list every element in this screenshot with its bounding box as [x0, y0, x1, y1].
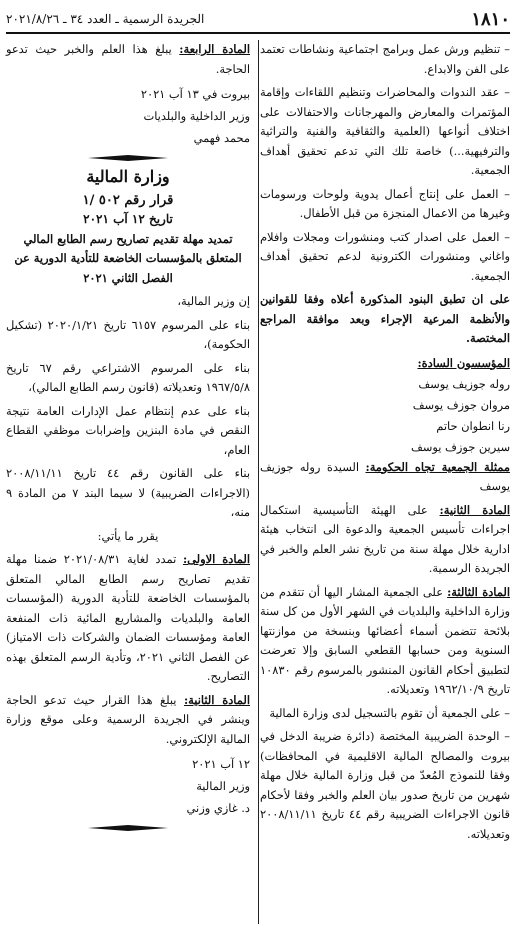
signature-title: وزير الداخلية والبلديات	[143, 109, 250, 123]
condition-text: على ان تطبق البنود المذكورة أعلاه وفقا للقوانين والأنظمة المرعية الإجراء وبعد موافقة المراجع المختصة.	[260, 292, 510, 345]
decision-article-2-label: المادة الثانية:	[183, 692, 250, 707]
decision-date: تاريخ ١٢ آب ٢٠٢١	[83, 212, 173, 226]
preamble-line: بناء على عدم إنتظام عمل الإدارات العامة نتيجة النقص في مادة البنزين وإضرابات موظفي القطاع العام،	[6, 403, 250, 457]
article-4-label: المادة الرابعة:	[179, 42, 250, 56]
signature-title: وزير المالية	[196, 779, 250, 793]
right-column	[260, 40, 510, 926]
article-4	[6, 40, 250, 79]
decision-number: قرار رقم ٥٠٢ /١	[82, 192, 174, 208]
decision-article-1-text: تمدد لغاية ٢٠٢١/٠٨/٣١ ضمنا مهلة تقديم تصاريح رسم الطابع المالي المتعلق بالمؤسسات الخاضعة للتأدية الدورية (المؤسسات العامة والبلديات والمشاريع المائية ذات المنفعة العامة ومؤسسات الضمان والشركات ذات الامتياز) عن الفصل الثاني ٢٠٢١، وتأدية الرسم المتعلق بهذه التصاريح.	[6, 552, 250, 683]
founder-name: روله جوزيف يوسف	[418, 376, 510, 391]
decides-heading: يقرر ما يأتي:	[97, 528, 159, 543]
preamble-line: بناء على المرسوم ٦١٥٧ تاريخ ٢٠٢٠/١/٢١ (تشكيل الحكومة)،	[6, 317, 250, 351]
column-divider	[258, 40, 259, 924]
article-3-label: المادة الثالثة:	[447, 584, 510, 599]
article-3	[260, 583, 510, 700]
signature-name: د. غازي وزني	[186, 801, 250, 815]
founder-name: مروان جوزف يوسف	[412, 397, 510, 412]
representative	[260, 458, 510, 497]
decision-article-2-text: يبلغ هذا القرار حيث تدعو الحاجة وينشر في الجريدة الرسمية وعلى موقع وزارة المالية الإلكتروني.	[6, 692, 250, 746]
signature-date: ١٢ آب ٢٠٢١	[192, 757, 250, 771]
representative-label: ممثلة الجمعية تجاه الحكومة:	[365, 459, 510, 474]
decision-article-2	[6, 691, 250, 750]
page-number: ١٨١٠	[471, 8, 510, 30]
signature-block-interior	[6, 83, 250, 149]
representative-name: السيدة روله جوزيف يوسف	[260, 459, 510, 493]
founders-label: المؤسسون السادة:	[417, 355, 510, 370]
signature-date: بيروت في ١٣ آب ٢٠٢١	[140, 87, 250, 101]
decision-article-1-label: المادة الاولى:	[182, 552, 251, 566]
founder-name: سيرين جوزف يوسف	[411, 439, 510, 454]
decision-title: تمديد مهلة تقديم تصاريح رسم الطابع المالي المتعلق بالمؤسسات الخاضعة للتأدية الدورية عن الفصل الثاني ٢٠٢١	[14, 231, 242, 285]
objective-item: – عقد الندوات والمحاضرات وتنظيم اللقاءات وإقامة المؤتمرات والمعارض والمهرجانات والاحتفالات على اختلاف أنواعها (العلمية والثقافية والفنية والتراثية والترفيهية...) خاصة تلك التي تدعم تحقيق أهداف الجمعية.	[260, 83, 510, 181]
journal-title: الجريدة الرسمية ـ العدد ٣٤ ـ ٢٠٢١/٨/٢٦	[6, 12, 205, 26]
article-4-text: يبلغ هذا العلم والخبر حيث تدعو الحاجة.	[6, 42, 250, 76]
left-column	[6, 40, 250, 926]
preamble-line: بناء على المرسوم الاشتراعي رقم ٦٧ تاريخ ١٩٦٧/٥/٨ وتعديلاته (قانون رسم الطابع المالي)،	[6, 360, 250, 394]
article-3-text: على الجمعية المشار اليها أن تتقدم من وزارة الداخلية والبلديات في الشهر الأول من كل سنة بلائحة تتضمن أسماء أعضائها وبنسخة من موازنتها السنوية ومن حسابها القطعي السابق وإلا تعرضت لتطبيق أحكام القانون المنشور بالمرسوم رقم ١٠٨٣٠ تاريخ ١٩٦٢/١٠/٩ وتعديلاته.	[260, 584, 510, 696]
article-2-label: المادة الثانية:	[439, 502, 510, 517]
objective-item: – العمل على اصدار كتب ومنشورات ومجلات وافلام واغاني ومنشورات الكترونية لدعم تحقيق أهداف الجمعية.	[260, 228, 510, 287]
page-header	[6, 8, 510, 34]
founder-name: رنا انطوان حاتم	[436, 418, 510, 433]
article-2	[260, 501, 510, 579]
preamble-line: بناء على القانون رقم ٤٤ تاريخ ٢٠٠٨/١١/١١ (الاجراءات الضريبية) لا سيما البند ٧ من المادة ٩ منه،	[6, 466, 251, 519]
objective-item: – تنظيم ورش عمل وبرامج اجتماعية ونشاطات تعتمد على الفن والابداع.	[260, 40, 510, 79]
decision-article-1	[6, 550, 250, 687]
preamble-line: إن وزير المالية،	[177, 294, 250, 308]
objective-item: – العمل على إنتاج أعمال يدوية ولوحات ورسومات وغيرها من الاعمال المنجزة من قبل الأطفال.	[260, 185, 510, 224]
section-divider	[6, 155, 250, 161]
signature-name: محمد فهمي	[193, 131, 250, 145]
section-divider	[6, 825, 250, 831]
signature-block-finance	[6, 753, 250, 819]
ministry-title: وزارة المالية	[86, 167, 170, 186]
registration-intro: – على الجمعية أن تقوم بالتسجيل لدى وزارة المالية	[260, 704, 510, 724]
founders-list	[260, 353, 510, 458]
article-2-text: على الهيئة التأسيسية استكمال اجراءات تأسيس الجمعية والدعوة الى انتخاب هيئة ادارية خلال مهلة سنة من تاريخ نشر العلم والخبر في الجريدة الرسمية.	[260, 502, 510, 575]
registration-text: – الوحدة الضريبية المختصة (دائرة ضريبة الدخل في بيروت والمصالح المالية الاقليمية في المحافظات) وفقا للنموذج المُعدّ من قبل وزارة المالية خلال مهلة شهرين من تاريخ صدور بيان العلم والخبر وفقا لأحكام قانون الاجراءات الضريبية رقم ٤٤ تاريخ ٢٠٠٨/١١/١١ وتعديلاته.	[260, 727, 510, 844]
